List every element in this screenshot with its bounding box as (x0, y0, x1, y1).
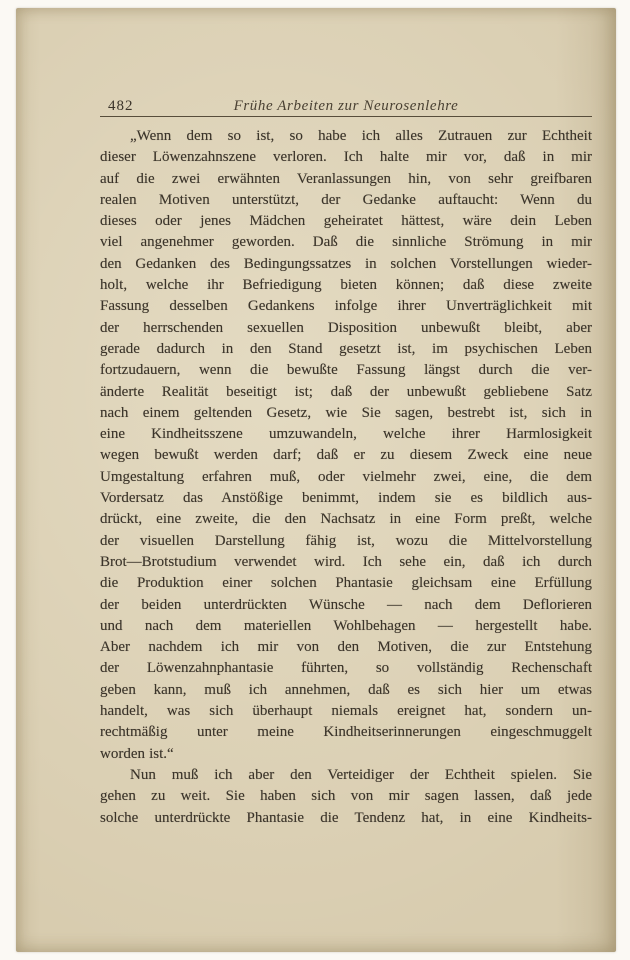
paragraph (100, 765, 592, 829)
text-line: drückt, eine zweite, die den Nachsatz in eine Form preßt, welche (100, 511, 592, 528)
text-line: der beiden unterdrückten Wünsche — nach dem Deflorieren (100, 596, 592, 613)
text-line: Vordersatz das Anstößige benimmt, indem sie es bildlich aus- (100, 490, 592, 507)
text-line: auf die zwei erwähnten Veranlassungen hin, von sehr greifbaren (100, 170, 592, 187)
text-line: eine Kindheitsszene umzuwandeln, welche ihrer Harmlosigkeit (100, 426, 592, 443)
text-line: den Gedanken des Bedingungssatzes in solchen Vorstellungen wieder- (100, 255, 592, 272)
page-header (100, 94, 592, 117)
book-page (16, 8, 616, 952)
header-rule (100, 116, 592, 117)
text-line: solche unterdrückte Phantasie die Tendenz hat, in eine Kindheits- (100, 809, 592, 826)
text-line: Aber nachdem ich mir von den Motiven, die zur Entstehung (100, 639, 592, 656)
text-line: „Wenn dem so ist, so habe ich alles Zutrauen zur Echtheit (130, 128, 592, 144)
running-title: Frühe Arbeiten zur Neurosenlehre (233, 98, 459, 114)
text-line: gerade dadurch in den Stand gesetzt ist, im psychischen Leben (100, 340, 592, 357)
page-number: 482 (108, 98, 134, 114)
text-line: und nach dem materiellen Wohlbehagen — hergestellt habe. (100, 617, 592, 634)
text-line: Umgestaltung erfahren muß, oder vielmehr zwei, eine, die dem (100, 468, 592, 485)
text-line: Brot—Brotstudium verwendet wird. Ich sehe ein, daß ich durch (100, 553, 592, 570)
text-line: dieses oder jenes Mädchen geheiratet hättest, wäre dein Leben (100, 213, 592, 230)
body-text (100, 126, 592, 829)
text-line: gehen zu weit. Sie haben sich von mir sagen lassen, daß jede (100, 788, 592, 805)
text-line: nach einem geltenden Gesetz, wie Sie sagen, bestrebt ist, sich in (100, 404, 592, 421)
text-line: Fassung desselben Gedankens infolge ihrer Unverträglichkeit mit (100, 298, 592, 315)
text-line: der Löwenzahnphantasie führten, so vollständig Rechenschaft (100, 660, 592, 677)
text-line: fortzudauern, wenn die bewußte Fassung längst durch die ver- (100, 362, 592, 379)
text-line: der herrschenden sexuellen Disposition unbewußt bleibt, aber (100, 319, 592, 336)
text-line: Nun muß ich aber den Verteidiger der Echtheit spielen. Sie (130, 766, 592, 783)
text-line: die Produktion einer solchen Phantasie gleichsam eine Erfüllung (100, 575, 592, 592)
text-line: holt, welche ihr Befriedigung bieten können; daß diese zweite (100, 277, 592, 294)
text-line: worden ist.“ (100, 745, 174, 762)
text-line: wegen bewußt werden darf; daß er zu diesem Zweck eine neue (100, 447, 592, 464)
paragraph (100, 126, 592, 765)
text-line: der visuellen Darstellung fähig ist, wozu die Mittelvorstellung (100, 532, 592, 549)
text-line: realen Motiven unterstützt, der Gedanke auftaucht: Wenn du (100, 191, 592, 208)
text-line: rechtmäßig unter meine Kindheitserinnerungen eingeschmuggelt (100, 724, 592, 741)
text-line: geben kann, muß ich annehmen, daß es sich hier um etwas (100, 681, 592, 698)
text-line: handelt, was sich überhaupt niemals ereignet hat, sondern un- (100, 703, 592, 720)
text-line: dieser Löwenzahnszene verloren. Ich halte mir vor, daß in mir (100, 149, 592, 166)
text-line: viel angenehmer geworden. Daß die sinnliche Strömung in mir (100, 234, 592, 251)
text-line: änderte Realität beseitigt ist; daß der unbewußt gebliebene Satz (100, 383, 592, 400)
